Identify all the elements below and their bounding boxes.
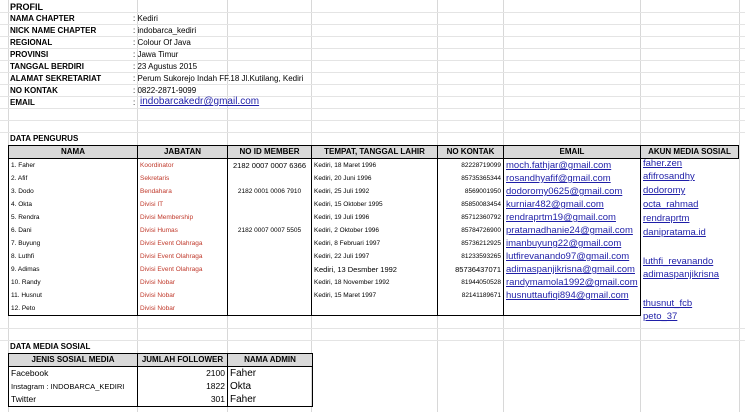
cell-jabatan: Divisi Humas [138, 224, 228, 237]
table-row [9, 367, 313, 381]
profile-email-link[interactable]: indobarcakedr@gmail.com [140, 96, 260, 107]
cell-ttl: Kediri, 18 Maret 1996 [312, 159, 438, 173]
akun-media-sosial[interactable]: peto_37 [643, 311, 678, 322]
cell-email[interactable]: rendraprtm19@gmail.com [504, 211, 641, 224]
cell-id [228, 289, 312, 302]
cell-id: 2182 0007 0007 5505 [228, 224, 312, 237]
sosial-table [8, 353, 313, 407]
profile-label-nama-chapter: NAMA CHAPTER [10, 14, 75, 23]
cell-jumlah: 2100 [138, 367, 228, 381]
cell-ttl: Kediri, 18 November 1992 [312, 276, 438, 289]
table-row [9, 276, 641, 289]
header-jabatan: JABATAN [138, 146, 228, 159]
cell-jabatan: Sekretaris [138, 172, 228, 185]
cell-jabatan: Divisi Event Olahraga [138, 237, 228, 250]
cell-ttl: Kediri, 8 Februari 1997 [312, 237, 438, 250]
cell-nama: 8. Luthfi [9, 250, 138, 263]
cell-nama: 7. Buyung [9, 237, 138, 250]
cell-ttl: Kediri, 20 Juni 1996 [312, 172, 438, 185]
cell-kontak: 82141189671 [438, 289, 504, 302]
cell-id [228, 237, 312, 250]
cell-email[interactable]: moch.fathjar@gmail.com [504, 159, 641, 173]
cell-kontak [438, 302, 504, 316]
cell-nama: 3. Dodo [9, 185, 138, 198]
sosial-title: DATA MEDIA SOSIAL [10, 342, 91, 351]
table-row [9, 263, 641, 276]
cell-email[interactable]: lutfirevanando97@gmail.com [504, 250, 641, 263]
table-row [9, 159, 641, 173]
table-row [9, 198, 641, 211]
cell-jabatan: Divisi IT [138, 198, 228, 211]
cell-id [228, 276, 312, 289]
akun-media-sosial[interactable]: danipratama.id [643, 227, 706, 238]
profile-value-nama-chapter: : Kediri [133, 14, 158, 23]
table-row [9, 393, 313, 407]
profile-value-nick-name: : indobarca_kediri [133, 26, 197, 35]
header-nama: NAMA [9, 146, 138, 159]
cell-nama: 5. Rendra [9, 211, 138, 224]
pengurus-header-row [9, 146, 641, 159]
cell-nama: 10. Randy [9, 276, 138, 289]
cell-nama: 4. Okta [9, 198, 138, 211]
akun-media-sosial[interactable]: afifrosandhy [643, 171, 695, 182]
cell-id: 2182 0001 0006 7910 [228, 185, 312, 198]
cell-kontak: 85736437071 [438, 263, 504, 276]
cell-kontak: 81944050528 [438, 276, 504, 289]
akun-media-sosial[interactable]: thusnut_fcb [643, 298, 693, 309]
table-row [9, 237, 641, 250]
cell-email[interactable]: husnuttaufiqi894@gmail.com [504, 289, 641, 302]
cell-admin: Faher [228, 367, 313, 381]
cell-kontak: 85850083454 [438, 198, 504, 211]
akun-media-sosial[interactable]: luthfi_revanando [643, 256, 714, 267]
cell-email[interactable]: randymamola1992@gmail.com [504, 276, 641, 289]
cell-nama: 11. Husnut [9, 289, 138, 302]
cell-admin: Okta [228, 380, 313, 393]
cell-ttl [312, 302, 438, 316]
cell-kontak: 85736212925 [438, 237, 504, 250]
profile-value-provinsi: : Jawa Timur [133, 50, 179, 59]
table-row [9, 185, 641, 198]
cell-nama: 1. Faher [9, 159, 138, 173]
header-ttl: TEMPAT, TANGGAL LAHIR [312, 146, 438, 159]
gridline [0, 328, 745, 329]
cell-kontak: 85784726900 [438, 224, 504, 237]
cell-jenis: Instagram : INDOBARCA_KEDIRI [9, 380, 138, 393]
pengurus-table [8, 145, 641, 316]
cell-jabatan: Divisi Nobar [138, 289, 228, 302]
akun-media-sosial[interactable]: octa_rahmad [643, 199, 699, 210]
cell-kontak: 85712360792 [438, 211, 504, 224]
table-row [9, 172, 641, 185]
cell-jabatan: Divisi Membership [138, 211, 228, 224]
cell-admin: Faher [228, 393, 313, 407]
cell-jabatan: Divisi Nobar [138, 276, 228, 289]
cell-kontak: 82228719099 [438, 159, 504, 173]
cell-ttl: Kediri, 19 Juli 1996 [312, 211, 438, 224]
cell-id [228, 198, 312, 211]
cell-ttl: Kediri, 15 Oktober 1995 [312, 198, 438, 211]
cell-email[interactable] [504, 302, 641, 316]
cell-ttl: Kediri, 2 Oktober 1996 [312, 224, 438, 237]
profile-label-email: EMAIL [10, 98, 35, 107]
profile-email-colon: : [133, 98, 136, 107]
cell-ttl: Kediri, 15 Maret 1997 [312, 289, 438, 302]
table-row [9, 211, 641, 224]
cell-ttl: Kediri, 13 Desmber 1992 [312, 263, 438, 276]
profile-label-nick-name: NICK NAME CHAPTER [10, 26, 97, 35]
header-email: EMAIL [504, 146, 641, 159]
table-row [9, 289, 641, 302]
cell-kontak: 8569001950 [438, 185, 504, 198]
table-row [9, 380, 313, 393]
header-admin: NAMA ADMIN [228, 354, 313, 367]
header-jenis: JENIS SOSIAL MEDIA [9, 354, 138, 367]
cell-id [228, 211, 312, 224]
cell-email[interactable]: pratamadhanie24@gmail.com [504, 224, 641, 237]
gridline [739, 0, 740, 412]
cell-email[interactable]: kurniar482@gmail.com [504, 198, 641, 211]
profile-label-alamat: ALAMAT SEKRETARIAT [10, 74, 102, 83]
profile-value-no-kontak: : 0822-2871-9099 [133, 86, 197, 95]
cell-jumlah: 301 [138, 393, 228, 407]
profile-value-alamat: : Perum Sukorejo Indah FF.18 Jl.Kutilang, Kediri [133, 74, 304, 83]
cell-nama: 12. Peto [9, 302, 138, 316]
profile-title: PROFIL [10, 2, 43, 12]
cell-jabatan: Divisi Nobar [138, 302, 228, 316]
profile-label-no-kontak: NO KONTAK [10, 86, 58, 95]
cell-ttl: Kediri, 25 Juli 1992 [312, 185, 438, 198]
sosial-header-row [9, 354, 313, 367]
cell-id [228, 172, 312, 185]
akun-media-sosial[interactable]: adimaspanjikrisna [643, 269, 720, 280]
header-jumlah: JUMLAH FOLLOWER [138, 354, 228, 367]
cell-jabatan: Divisi Event Olahraga [138, 263, 228, 276]
cell-email[interactable]: dodoromy0625@gmail.com [504, 185, 641, 198]
cell-id [228, 250, 312, 263]
header-akun-media-sosial: AKUN MEDIA SOSIAL [641, 146, 739, 159]
header-kontak: NO KONTAK [438, 146, 504, 159]
cell-id [228, 302, 312, 316]
profile-label-provinsi: PROVINSI [10, 50, 49, 59]
cell-jabatan: Bendahara [138, 185, 228, 198]
table-row [9, 250, 641, 263]
cell-jabatan: Koordinator [138, 159, 228, 173]
cell-nama: 2. Afif [9, 172, 138, 185]
cell-nama: 9. Adimas [9, 263, 138, 276]
cell-jenis: Facebook [9, 367, 138, 381]
header-no-id: NO ID MEMBER [228, 146, 312, 159]
akun-media-sosial[interactable]: rendraprtm [643, 213, 690, 224]
table-row [9, 224, 641, 237]
cell-nama: 6. Dani [9, 224, 138, 237]
pengurus-title: DATA PENGURUS [10, 134, 79, 143]
cell-email[interactable]: imanbuyung22@gmail.com [504, 237, 641, 250]
cell-jenis: Twitter [9, 393, 138, 407]
cell-email[interactable]: rosandhyafif@gmail.com [504, 172, 641, 185]
table-row [9, 302, 641, 316]
profile-value-tanggal-berdiri: : 23 Agustus 2015 [133, 62, 198, 71]
akun-media-sosial[interactable]: dodoromy [643, 185, 686, 196]
akun-media-sosial[interactable]: faher.zen [643, 158, 683, 169]
cell-id: 2182 0007 0007 6366 [228, 159, 312, 173]
cell-id [228, 263, 312, 276]
gridline [0, 120, 745, 121]
cell-kontak: 85735365344 [438, 172, 504, 185]
cell-jabatan: Divisi Event Olahraga [138, 250, 228, 263]
cell-ttl: Kediri, 22 Juli 1997 [312, 250, 438, 263]
cell-kontak: 81233593265 [438, 250, 504, 263]
profile-label-tanggal-berdiri: TANGGAL BERDIRI [10, 62, 84, 71]
cell-email[interactable]: adimaspanjikrisna@gmail.com [504, 263, 641, 276]
cell-jumlah: 1822 [138, 380, 228, 393]
profile-label-regional: REGIONAL [10, 38, 53, 47]
profile-value-regional: : Colour Of Java [133, 38, 191, 47]
